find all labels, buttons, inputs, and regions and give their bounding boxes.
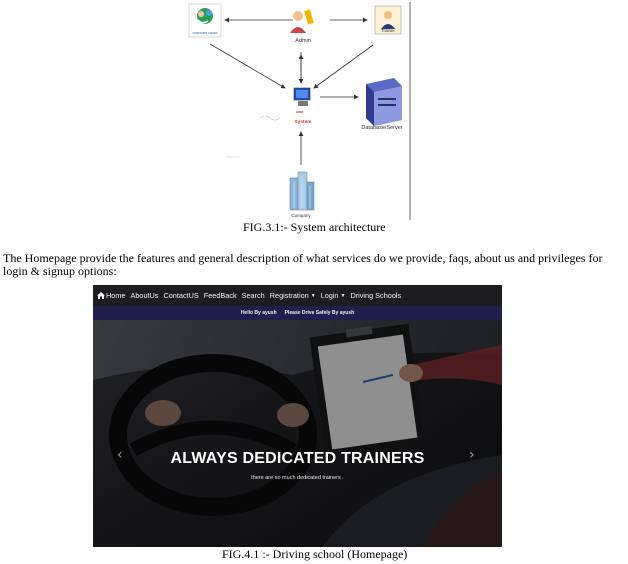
nav-contact[interactable]: ContactUS [163,291,199,300]
greeting-drive-safe: Please Drive Safely By ayush [284,310,355,316]
database-server-icon [366,78,402,126]
nav-login-label: Login [320,291,339,300]
decorative-marks [226,116,280,157]
nav-search[interactable]: Search [241,291,265,300]
nav-registration-dropdown[interactable] [270,291,316,300]
trainer-label: Trainer [380,28,396,33]
figure-caption-4-1: FIG.4.1 :- Driving school (Homepage) [222,547,408,561]
nav-login-dropdown[interactable] [321,291,346,300]
nav-feedback[interactable]: FeedBack [203,291,237,300]
hero-subtitle: there are so much dedicated trainers . [251,475,344,481]
arrow-corporate-to-system [210,44,285,88]
nav-registration-label: Registration [269,291,309,300]
nav-home-label: Home [106,291,126,300]
homepage-screenshot [93,285,502,547]
chevron-right-icon[interactable]: › [469,447,475,463]
admin-icon [290,9,314,33]
home-icon [97,292,105,299]
computer-icon [294,88,310,112]
system-architecture-diagram [180,0,415,222]
top-navbar [93,285,502,306]
car-interior-photo [93,285,502,547]
corporate-cause-label: corporate cause [192,31,218,35]
company-label: Company [291,213,311,218]
nav-driving-schools[interactable]: Driving Schools [350,291,402,300]
database-server-label: Database/Server [361,125,403,131]
arrow-trainer-to-system [314,45,373,88]
figure-caption-3-1: FIG.3.1:- System architecture [243,220,386,234]
homepage-description-paragraph: The Homepage provide the features and general description of what services do we provide, faqs, about us and privileges for login & signup options: [3,251,603,278]
caret-down-icon: ▼ [310,292,316,299]
company-buildings-icon [290,172,314,210]
system-label: System [294,120,312,125]
greeting-hello: Hello By ayush [240,310,277,316]
caret-down-icon: ▼ [340,292,346,299]
chevron-left-icon[interactable]: ‹ [117,447,123,463]
greeting-bar [93,306,502,320]
hero-title: ALWAYS DEDICATED TRAINERS [170,450,425,467]
nav-home[interactable] [97,291,125,300]
admin-label: Admin [295,38,311,44]
nav-about[interactable]: AboutUs [130,291,159,300]
